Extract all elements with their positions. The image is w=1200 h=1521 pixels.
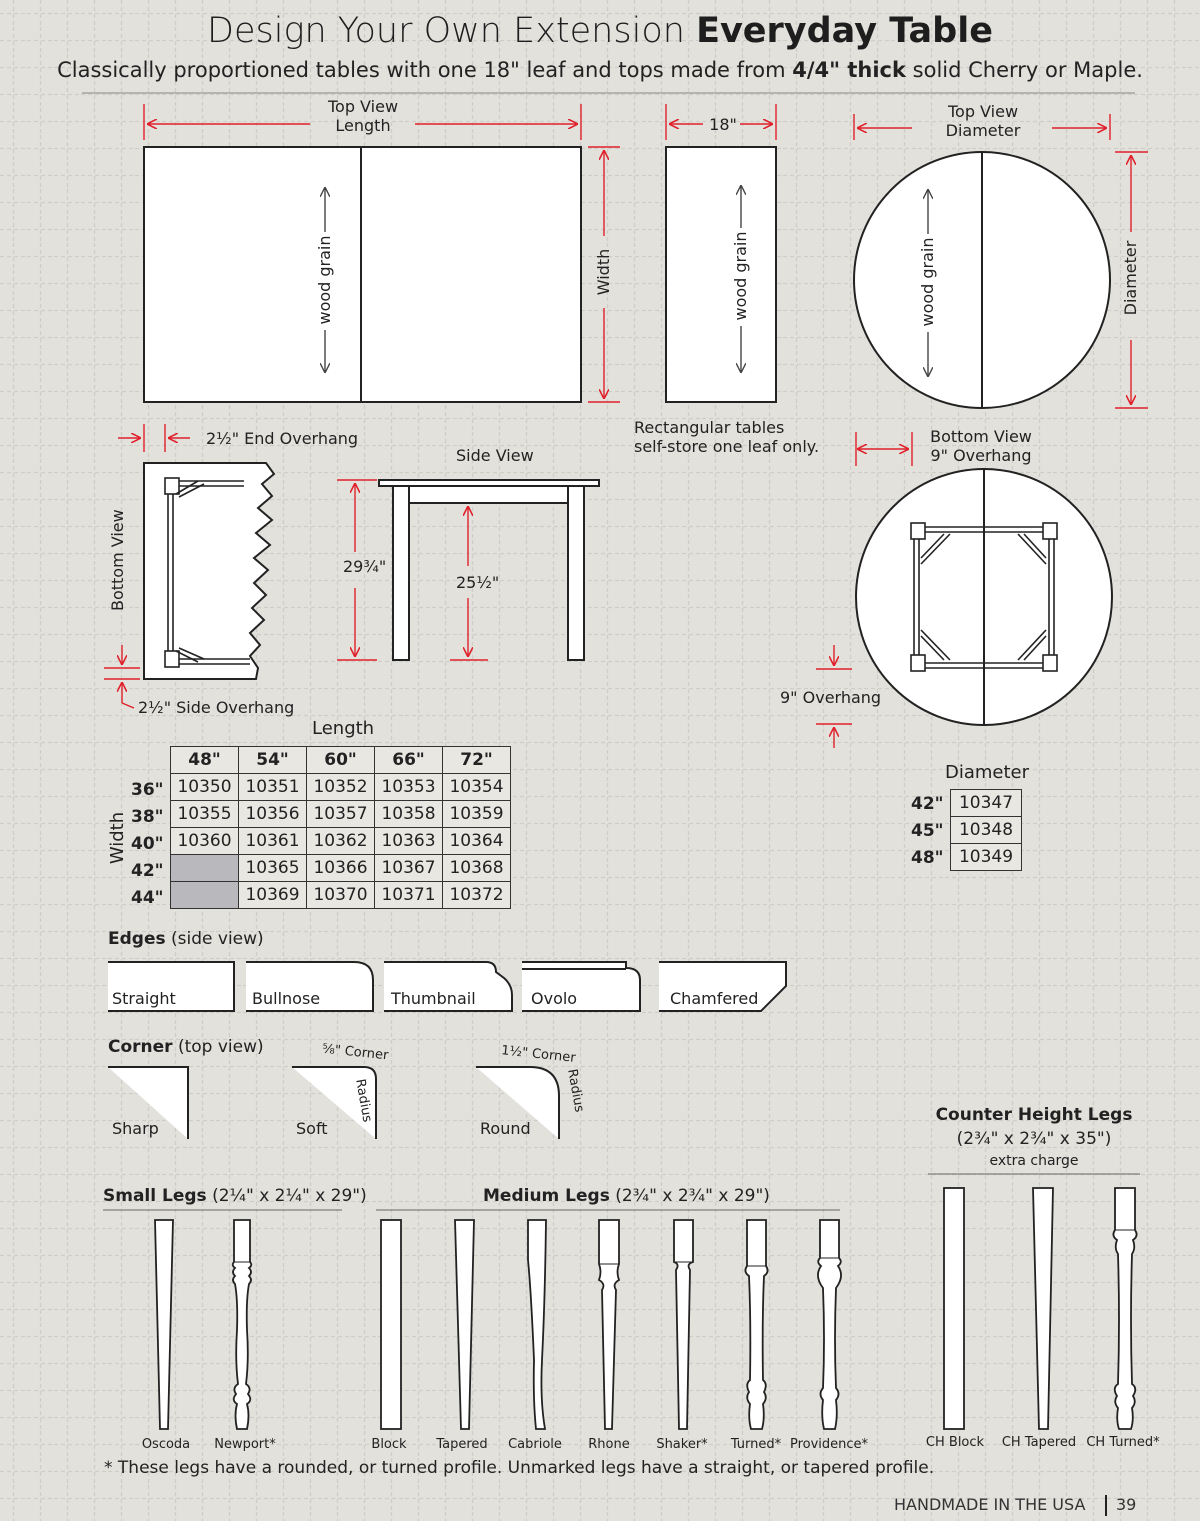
wood-grain-label-leaf: wood grain [731, 231, 750, 321]
col-header: 60" [307, 747, 375, 774]
leg-name: Providence* [789, 1437, 869, 1452]
table-cell: 10349 [951, 844, 1022, 871]
wood-grain-label-round: wood grain [918, 237, 937, 327]
leg-providence [818, 1220, 841, 1429]
leg-newport [233, 1220, 252, 1429]
table-cell: 10360 [171, 828, 239, 855]
table-cell: 10372 [443, 882, 511, 909]
leg-name: Tapered [436, 1437, 488, 1452]
footer-text: HANDMADE IN THE USA [894, 1495, 1086, 1514]
medium-legs-dims: (2¾" x 2¾" x 29") [615, 1186, 770, 1206]
leg-ch-block [944, 1188, 964, 1429]
end-overhang-label: 2½" End Overhang [206, 429, 359, 448]
bottom-view-round-l1: Bottom View [930, 427, 1032, 446]
bottom-view-rectangular [144, 463, 274, 679]
top-view-diameter-l1: Top View [947, 102, 1019, 121]
leg-name: CH Block [925, 1435, 985, 1450]
row-width-label: 40" [131, 834, 164, 854]
table-cell: 10352 [307, 774, 375, 801]
round-radius-label-2: Radius [564, 1067, 587, 1114]
table-cell: 10357 [307, 801, 375, 828]
table-header-row [171, 747, 511, 774]
edges-heading-bold: Edges [108, 929, 166, 949]
table-row [171, 855, 511, 882]
leg-block [381, 1220, 401, 1429]
table-cell: 10363 [375, 828, 443, 855]
subtitle-pre: Classically proportioned tables with one 18" leaf and tops made from [57, 58, 786, 82]
diameter-side-label: Diameter [1121, 240, 1140, 316]
small-legs-dims: (2¼" x 2¼" x 29") [212, 1186, 367, 1206]
height-apron-label: 25½" [456, 573, 500, 592]
table-cell: 10371 [375, 882, 443, 909]
soft-radius-label-2: Radius [352, 1077, 375, 1124]
subtitle-bold: 4/4" thick [792, 58, 906, 82]
corner-heading-bold: Corner [108, 1037, 173, 1057]
table-cell: 10362 [307, 828, 375, 855]
width-axis-label: Width [107, 811, 128, 865]
leg-name: Cabriole [508, 1437, 562, 1452]
col-header: 66" [375, 747, 443, 774]
top-view-diameter-label [930, 104, 1036, 139]
row-diameter-label: 42" [911, 794, 944, 814]
table-cell: 10361 [239, 828, 307, 855]
bottom-view-round-l2: 9" Overhang [930, 446, 1032, 465]
top-view-length-label [311, 99, 415, 134]
top-view-length-l2: Length [335, 116, 391, 135]
small-legs-heading-bold: Small Legs [103, 1186, 207, 1206]
leg-name: Shaker* [656, 1437, 708, 1452]
width-label: Width [594, 248, 613, 296]
row-width-label: 36" [131, 780, 164, 800]
leg-rhone [599, 1220, 619, 1429]
edge-label: Chamfered [670, 989, 759, 1008]
side-view-table [379, 480, 599, 660]
table-row [171, 882, 511, 909]
leg-name: Block [371, 1437, 407, 1452]
table-cell: 10367 [375, 855, 443, 882]
round-diameter-label: Diameter [945, 762, 1030, 783]
bottom-view-round-label [918, 429, 1044, 464]
edge-label: Straight [112, 989, 176, 1008]
row-width-label: 42" [131, 861, 164, 881]
leg-turned [745, 1220, 767, 1429]
table-cell: 10358 [375, 801, 443, 828]
leg-name: Newport* [214, 1437, 276, 1452]
leg-name: CH Turned* [1086, 1435, 1160, 1450]
overhang-9-label: 9" Overhang [780, 688, 882, 707]
edge-label: Thumbnail [391, 989, 476, 1008]
top-view-length-l1: Top View [327, 97, 399, 116]
side-view-label: Side View [456, 446, 534, 465]
top-view-diameter-l2: Diameter [945, 121, 1021, 140]
table-cell: 10369 [239, 882, 307, 909]
height-total-label: 29¾" [343, 557, 387, 576]
leaf-width-label: 18" [709, 115, 737, 134]
leaf-rectangle [666, 147, 776, 402]
table-row [171, 774, 511, 801]
rect-note-l2: self-store one leaf only. [634, 437, 820, 456]
table-cell: 10364 [443, 828, 511, 855]
table-cell: 10348 [951, 817, 1022, 844]
table-cell: 10365 [239, 855, 307, 882]
counter-legs-note: extra charge [989, 1153, 1079, 1169]
table-row [951, 844, 1022, 871]
edges-heading [108, 931, 264, 948]
counter-legs-dims: (2¾" x 2¾" x 35") [956, 1129, 1112, 1149]
leg-cabriole [528, 1220, 546, 1429]
rect-note-l1: Rectangular tables [634, 418, 785, 437]
col-header: 54" [239, 747, 307, 774]
row-width-label: 44" [131, 888, 164, 908]
leg-name: CH Tapered [1001, 1435, 1077, 1450]
page-number: 39 [1116, 1495, 1137, 1514]
counter-legs-heading: Counter Height Legs [935, 1105, 1133, 1125]
rect-table-grid [170, 746, 511, 909]
leg-ch-turned [1113, 1188, 1136, 1429]
title-bold: Everyday Table [696, 11, 993, 51]
title-light: Design Your Own Extension [207, 11, 685, 51]
table-cell: 10355 [171, 801, 239, 828]
row-diameter-label: 45" [911, 821, 944, 841]
table-cell: 10359 [443, 801, 511, 828]
table-cell: 10354 [443, 774, 511, 801]
table-row [951, 790, 1022, 817]
table-cell: 10351 [239, 774, 307, 801]
corner-label: Sharp [112, 1119, 159, 1138]
soft-radius-label: ⅝" Corner [321, 1041, 390, 1064]
leg-name: Turned* [730, 1437, 782, 1452]
corner-heading-sub: (top view) [177, 1037, 264, 1057]
edge-label: Bullnose [252, 989, 321, 1008]
bottom-view-label: Bottom View [108, 509, 127, 611]
length-label: Length [312, 718, 375, 739]
edge-label: Ovolo [531, 989, 578, 1008]
table-cell: 10353 [375, 774, 443, 801]
table-cell: 10366 [307, 855, 375, 882]
small-legs-heading [103, 1188, 367, 1205]
table-row [171, 828, 511, 855]
wood-grain-label-top: wood grain [315, 235, 334, 325]
col-header: 72" [443, 747, 511, 774]
medium-legs-heading-bold: Medium Legs [483, 1186, 610, 1206]
leg-oscoda [155, 1220, 173, 1429]
round-table-grid [950, 789, 1022, 871]
rect-note [634, 420, 819, 455]
leg-name: Oscoda [141, 1437, 191, 1452]
row-diameter-label: 48" [911, 848, 944, 868]
side-overhang-label: 2½" Side Overhang [138, 698, 295, 717]
top-view-rectangle [144, 147, 581, 402]
medium-legs-heading [483, 1188, 770, 1205]
leg-tapered [455, 1220, 474, 1429]
leg-ch-tapered [1033, 1188, 1053, 1429]
leg-name: Rhone [588, 1437, 630, 1452]
table-cell-unavailable [171, 882, 239, 909]
table-cell: 10368 [443, 855, 511, 882]
footnote: * These legs have a rounded, or turned profile. Unmarked legs have a straight, or tapered profile. [104, 1458, 935, 1478]
bottom-view-round [856, 469, 1112, 725]
corner-heading [108, 1039, 264, 1056]
corner-label: Round [480, 1119, 531, 1138]
corner-label: Soft [296, 1119, 328, 1138]
table-cell: 10370 [307, 882, 375, 909]
row-width-label: 38" [131, 807, 164, 827]
subtitle-post: solid Cherry or Maple. [912, 58, 1143, 82]
table-cell: 10350 [171, 774, 239, 801]
table-row [171, 801, 511, 828]
round-radius-label: 1½" Corner [500, 1043, 577, 1066]
table-cell: 10356 [239, 801, 307, 828]
col-header: 48" [171, 747, 239, 774]
leg-shaker [674, 1220, 693, 1429]
edges-heading-sub: (side view) [171, 929, 264, 949]
table-cell-unavailable [171, 855, 239, 882]
table-cell: 10347 [951, 790, 1022, 817]
table-row [951, 817, 1022, 844]
